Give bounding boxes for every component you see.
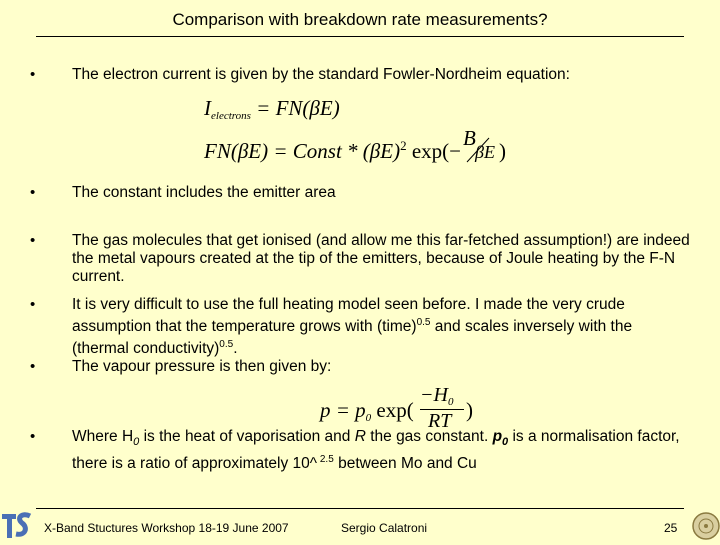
bullet-heat-of-vaporisation: Where $H_0$ is the heat of vaporisation and R the gas constant. $p_0$ is a normalisation factor, there is a ratio of approximately 10^ $^{2.5}$ between Mo and Cu	[72, 428, 680, 473]
bullet-vapour-pressure: The vapour pressure is then given by:	[72, 358, 332, 375]
footer-divider	[36, 508, 684, 509]
equation-fowler-nordheim: FN(βE) = Const * $(\beta E)^2$ exp(− B βE )	[204, 126, 506, 163]
equation-electron-current: Ielectrons = FN(βE)	[204, 96, 340, 122]
footer-author: Sergio Calatroni	[341, 521, 428, 535]
cern-seal-icon	[688, 506, 720, 540]
bullet-marker: •	[30, 428, 36, 445]
footer-page-number: 25	[664, 521, 678, 535]
bullet-heating-model: It is very difficult to use the full heating model seen before. I made the very crude assumption that the temperature grows with (time)$^{0.5}$ and scales inversely with the (thermal conductivity)$^{0.5}$.	[72, 296, 633, 358]
bullet-fn-equation: The electron current is given by the standard Fowler-Nordheim equation:	[72, 66, 570, 83]
bullet-marker: •	[30, 184, 36, 201]
slide-title: Comparison with breakdown rate measurements?	[172, 10, 548, 29]
title-divider	[36, 36, 684, 37]
bullet-marker: •	[30, 296, 36, 313]
bullet-gas-molecules: The gas molecules that get ionised (and allow me this far-fetched assumption!) are indeed the metal vapours created at the tip of the emitters, because of Joule heating by the F-N current.	[72, 232, 690, 285]
bullet-marker: •	[30, 232, 36, 249]
bullet-marker: •	[30, 358, 36, 375]
footer-event: X-Band Stuctures Workshop 18-19 June 2007	[44, 521, 289, 535]
bullet-emitter-area: The constant includes the emitter area	[72, 184, 336, 201]
bullet-marker: •	[30, 66, 36, 83]
ts-logo-icon	[0, 506, 34, 540]
